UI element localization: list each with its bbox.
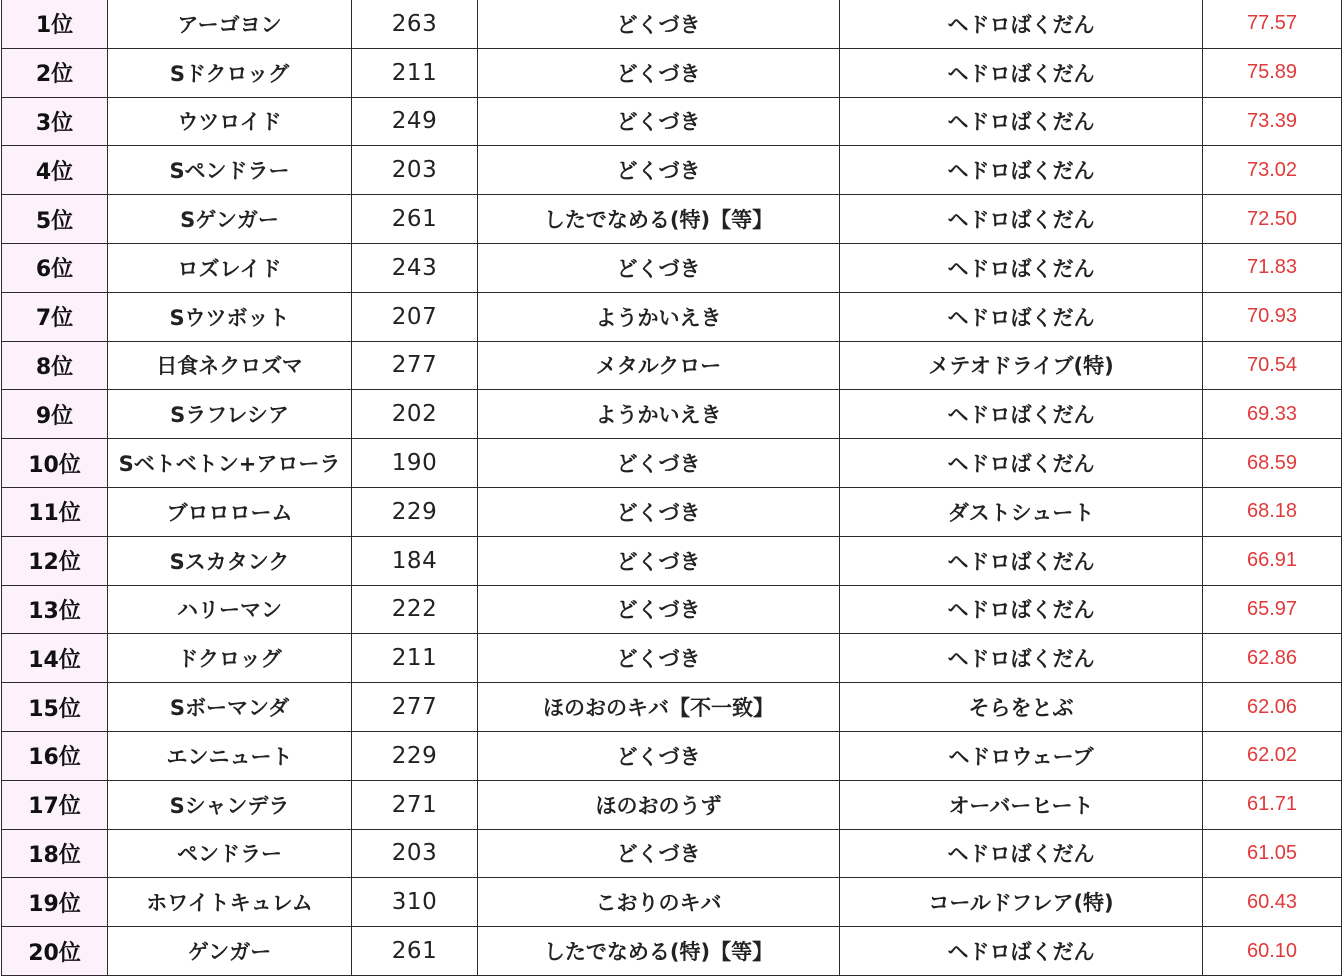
score-cell: 70.93 (1203, 292, 1342, 341)
rank-cell: 9位 (2, 390, 108, 439)
rank-cell: 7位 (2, 292, 108, 341)
rank-cell: 6位 (2, 243, 108, 292)
charged-move-cell: ヘドロばくだん (840, 243, 1203, 292)
pokemon-name-cell: アーゴヨン (108, 0, 352, 48)
score-cell: 62.02 (1203, 731, 1342, 780)
attack-value-cell: 271 (352, 780, 478, 829)
rank-cell: 10位 (2, 439, 108, 488)
charged-move-cell: ヘドロばくだん (840, 390, 1203, 439)
ranking-table (1, 0, 1342, 976)
fast-move-cell: どくづき (478, 829, 840, 878)
table-row (2, 780, 1342, 829)
pokemon-name-cell: ハリーマン (108, 585, 352, 634)
score-cell: 62.86 (1203, 634, 1342, 683)
table-row (2, 243, 1342, 292)
fast-move-cell: どくづき (478, 97, 840, 146)
table-row (2, 146, 1342, 195)
pokemon-name-cell: Sシャンデラ (108, 780, 352, 829)
attack-value-cell: 203 (352, 146, 478, 195)
charged-move-cell: ヘドロウェーブ (840, 731, 1203, 780)
charged-move-cell: ヘドロばくだん (840, 536, 1203, 585)
attack-value-cell: 261 (352, 195, 478, 244)
rank-cell: 19位 (2, 878, 108, 927)
table-row (2, 341, 1342, 390)
table-row (2, 292, 1342, 341)
table-row (2, 731, 1342, 780)
charged-move-cell: オーバーヒート (840, 780, 1203, 829)
pokemon-name-cell: Sボーマンダ (108, 683, 352, 732)
pokemon-name-cell: ゲンガー (108, 927, 352, 976)
pokemon-name-cell: Sベトベトン+アローラ (108, 439, 352, 488)
pokemon-name-cell: ブロロローム (108, 487, 352, 536)
rank-cell: 18位 (2, 829, 108, 878)
pokemon-name-cell: エンニュート (108, 731, 352, 780)
attack-value-cell: 207 (352, 292, 478, 341)
attack-value-cell: 184 (352, 536, 478, 585)
rank-cell: 4位 (2, 146, 108, 195)
pokemon-name-cell: ペンドラー (108, 829, 352, 878)
attack-value-cell: 229 (352, 487, 478, 536)
attack-value-cell: 211 (352, 634, 478, 683)
table-row (2, 634, 1342, 683)
score-cell: 68.59 (1203, 439, 1342, 488)
fast-move-cell: ようかいえき (478, 292, 840, 341)
score-cell: 68.18 (1203, 487, 1342, 536)
attack-value-cell: 211 (352, 48, 478, 97)
charged-move-cell: ヘドロばくだん (840, 927, 1203, 976)
charged-move-cell: ヘドロばくだん (840, 97, 1203, 146)
attack-value-cell: 222 (352, 585, 478, 634)
ranking-table-body (2, 0, 1342, 975)
table-row (2, 536, 1342, 585)
attack-value-cell: 203 (352, 829, 478, 878)
charged-move-cell: ヘドロばくだん (840, 585, 1203, 634)
table-row (2, 927, 1342, 976)
attack-value-cell: 229 (352, 731, 478, 780)
rank-cell: 1位 (2, 0, 108, 48)
pokemon-name-cell: Sゲンガー (108, 195, 352, 244)
pokemon-name-cell: ロズレイド (108, 243, 352, 292)
pokemon-name-cell: Sラフレシア (108, 390, 352, 439)
table-row (2, 48, 1342, 97)
rank-cell: 12位 (2, 536, 108, 585)
rank-cell: 8位 (2, 341, 108, 390)
table-row (2, 439, 1342, 488)
score-cell: 75.89 (1203, 48, 1342, 97)
score-cell: 61.05 (1203, 829, 1342, 878)
charged-move-cell: ヘドロばくだん (840, 292, 1203, 341)
score-cell: 60.10 (1203, 927, 1342, 976)
attack-value-cell: 243 (352, 243, 478, 292)
table-row (2, 487, 1342, 536)
score-cell: 72.50 (1203, 195, 1342, 244)
fast-move-cell: どくづき (478, 487, 840, 536)
charged-move-cell: ヘドロばくだん (840, 634, 1203, 683)
score-cell: 62.06 (1203, 683, 1342, 732)
rank-cell: 3位 (2, 97, 108, 146)
attack-value-cell: 202 (352, 390, 478, 439)
score-cell: 70.54 (1203, 341, 1342, 390)
rank-cell: 11位 (2, 487, 108, 536)
table-row (2, 829, 1342, 878)
fast-move-cell: どくづき (478, 536, 840, 585)
pokemon-name-cell: ドクロッグ (108, 634, 352, 683)
fast-move-cell: したでなめる(特)【等】 (478, 195, 840, 244)
charged-move-cell: ヘドロばくだん (840, 48, 1203, 97)
rank-cell: 17位 (2, 780, 108, 829)
charged-move-cell: コールドフレア(特) (840, 878, 1203, 927)
charged-move-cell: ヘドロばくだん (840, 195, 1203, 244)
attack-value-cell: 310 (352, 878, 478, 927)
table-row (2, 683, 1342, 732)
score-cell: 60.43 (1203, 878, 1342, 927)
fast-move-cell: こおりのキバ (478, 878, 840, 927)
charged-move-cell: ダストシュート (840, 487, 1203, 536)
charged-move-cell: ヘドロばくだん (840, 829, 1203, 878)
fast-move-cell: どくづき (478, 243, 840, 292)
fast-move-cell: ようかいえき (478, 390, 840, 439)
charged-move-cell: メテオドライブ(特) (840, 341, 1203, 390)
fast-move-cell: ほのおのうず (478, 780, 840, 829)
rank-cell: 2位 (2, 48, 108, 97)
rank-cell: 20位 (2, 927, 108, 976)
rank-cell: 13位 (2, 585, 108, 634)
score-cell: 73.02 (1203, 146, 1342, 195)
pokemon-name-cell: 日食ネクロズマ (108, 341, 352, 390)
fast-move-cell: どくづき (478, 0, 840, 48)
fast-move-cell: どくづき (478, 585, 840, 634)
attack-value-cell: 261 (352, 927, 478, 976)
score-cell: 69.33 (1203, 390, 1342, 439)
fast-move-cell: どくづき (478, 731, 840, 780)
rank-cell: 14位 (2, 634, 108, 683)
charged-move-cell: そらをとぶ (840, 683, 1203, 732)
fast-move-cell: メタルクロー (478, 341, 840, 390)
score-cell: 61.71 (1203, 780, 1342, 829)
rank-cell: 15位 (2, 683, 108, 732)
fast-move-cell: どくづき (478, 146, 840, 195)
fast-move-cell: どくづき (478, 48, 840, 97)
pokemon-name-cell: ホワイトキュレム (108, 878, 352, 927)
table-row (2, 878, 1342, 927)
pokemon-name-cell: Sドクロッグ (108, 48, 352, 97)
score-cell: 73.39 (1203, 97, 1342, 146)
rank-cell: 16位 (2, 731, 108, 780)
table-row (2, 585, 1342, 634)
rank-cell: 5位 (2, 195, 108, 244)
charged-move-cell: ヘドロばくだん (840, 0, 1203, 48)
fast-move-cell: どくづき (478, 439, 840, 488)
table-row (2, 195, 1342, 244)
pokemon-name-cell: Sペンドラー (108, 146, 352, 195)
attack-value-cell: 249 (352, 97, 478, 146)
table-row (2, 97, 1342, 146)
score-cell: 77.57 (1203, 0, 1342, 48)
fast-move-cell: どくづき (478, 634, 840, 683)
fast-move-cell: ほのおのキバ【不一致】 (478, 683, 840, 732)
score-cell: 65.97 (1203, 585, 1342, 634)
attack-value-cell: 190 (352, 439, 478, 488)
pokemon-name-cell: Sスカタンク (108, 536, 352, 585)
table-row (2, 390, 1342, 439)
charged-move-cell: ヘドロばくだん (840, 439, 1203, 488)
attack-value-cell: 277 (352, 683, 478, 732)
pokemon-name-cell: Sウツボット (108, 292, 352, 341)
table-row (2, 0, 1342, 48)
attack-value-cell: 263 (352, 0, 478, 48)
attack-value-cell: 277 (352, 341, 478, 390)
charged-move-cell: ヘドロばくだん (840, 146, 1203, 195)
pokemon-name-cell: ウツロイド (108, 97, 352, 146)
fast-move-cell: したでなめる(特)【等】 (478, 927, 840, 976)
score-cell: 66.91 (1203, 536, 1342, 585)
score-cell: 71.83 (1203, 243, 1342, 292)
